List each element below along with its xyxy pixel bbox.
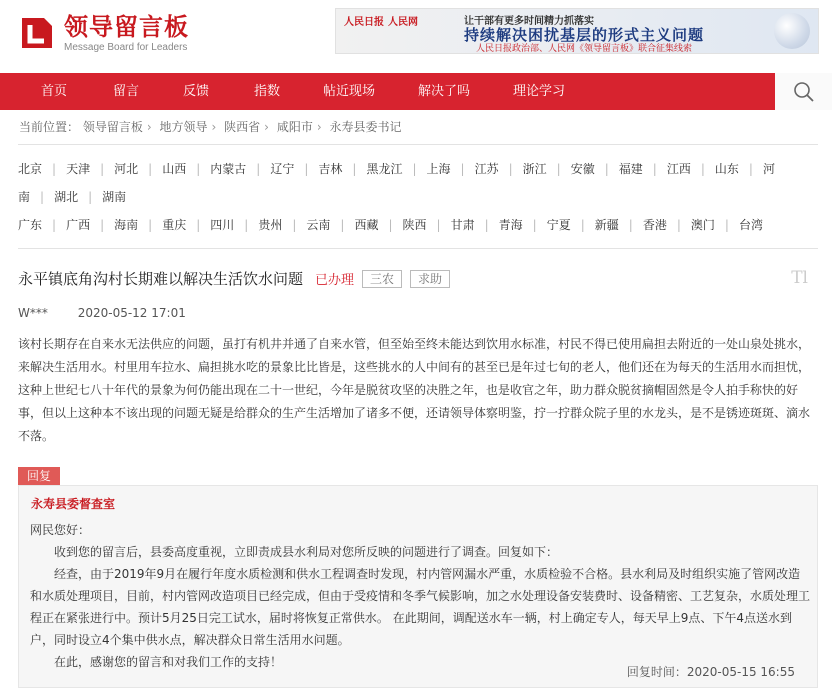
province-separator: | xyxy=(52,218,57,232)
province-separator: | xyxy=(256,162,261,176)
province-list xyxy=(18,155,818,239)
province-link[interactable]: 浙江 xyxy=(522,162,547,176)
province-separator: | xyxy=(556,162,561,176)
logo-subtitle: Message Board for Leaders xyxy=(64,42,188,53)
province-link[interactable]: 山东 xyxy=(714,162,739,176)
province-separator: | xyxy=(148,218,153,232)
reply-time-label: 回复时间： xyxy=(626,665,687,679)
banner-line3: 人民日报政治部、人民网《领导留言板》联合征集线索 xyxy=(476,44,693,54)
banner-logo-right: 人民网 xyxy=(388,17,418,28)
reply-paragraph: 在此，感谢您的留言和对我们工作的支持！ xyxy=(54,655,283,669)
province-link[interactable]: 山西 xyxy=(162,162,187,176)
banner-decoration xyxy=(774,13,810,49)
breadcrumb-item[interactable]: 永寿县委书记 xyxy=(329,120,402,134)
province-separator: | xyxy=(100,162,105,176)
province-row xyxy=(18,211,818,239)
province-link[interactable]: 广东 xyxy=(18,218,43,232)
nav-item-home[interactable]: 首页 xyxy=(41,84,68,99)
logo-mark-icon xyxy=(18,14,56,52)
province-separator: | xyxy=(580,218,585,232)
banner-line1: 让干部有更多时间精力抓落实 xyxy=(464,16,594,27)
province-link[interactable]: 江苏 xyxy=(474,162,499,176)
province-separator: | xyxy=(88,190,93,204)
province-link[interactable]: 吉林 xyxy=(318,162,343,176)
province-link[interactable]: 广西 xyxy=(66,218,91,232)
breadcrumb-prefix: 当前位置： xyxy=(19,120,80,134)
province-separator: | xyxy=(748,162,753,176)
message-meta xyxy=(18,306,186,320)
nav-item-message[interactable]: 留言 xyxy=(113,84,140,99)
province-link[interactable]: 天津 xyxy=(66,162,91,176)
breadcrumb-item[interactable]: 咸阳市 xyxy=(276,120,313,134)
province-separator: | xyxy=(340,218,345,232)
province-link[interactable]: 黑龙江 xyxy=(366,162,403,176)
province-separator: | xyxy=(292,218,297,232)
nav-item-theory[interactable]: 理论学习 xyxy=(513,84,566,99)
header xyxy=(0,0,832,72)
province-link[interactable]: 南 xyxy=(18,190,31,204)
divider xyxy=(18,248,818,249)
nav-item-solved[interactable]: 解决了吗 xyxy=(418,84,471,99)
reply-paragraph: 经查，由于2019年9月在履行年度水质检测和供水工程调查时发现，村内管网漏水严重，水质检验不合格。县水利局及时组织实施了管网改造和水质处理项目，目前，村内管网改造项目已经完成，但由于受疫情和冬季气候影响，加之水处理设备安装费时、设备精密、工艺复杂，水质处理工程正在紧张进行中。预计5月25日完工试水，届时将恢复正常供水。 在此期间，调配送水车一辆，村上确定专人，每天早上9点、下午4点送水到户，同时设立4个集中供水点，解决群众日常生活用水问题。 xyxy=(30,567,811,647)
province-link[interactable]: 新疆 xyxy=(594,218,619,232)
province-link[interactable]: 内蒙古 xyxy=(210,162,247,176)
province-link[interactable]: 上海 xyxy=(426,162,451,176)
font-size-toggle[interactable]: Tl xyxy=(791,268,808,288)
province-link[interactable]: 四川 xyxy=(210,218,235,232)
province-link[interactable]: 宁夏 xyxy=(546,218,571,232)
province-link[interactable]: 海南 xyxy=(114,218,139,232)
province-link[interactable]: 湖南 xyxy=(102,190,127,204)
tag-sannong[interactable]: 三农 xyxy=(362,270,402,288)
province-separator: | xyxy=(508,162,513,176)
breadcrumb: 当前位置： 领导留言板 › 地方领导 › 陕西省 › 咸阳市 › 永寿县委书记 xyxy=(19,120,402,134)
province-row xyxy=(18,183,818,211)
reply-department: 永寿县委督查室 xyxy=(31,497,116,511)
province-separator: | xyxy=(604,162,609,176)
reply-paragraph: 收到您的留言后，县委高度重视，立即责成县水利局对您所反映的问题进行了调查。回复如下： xyxy=(54,545,559,559)
province-link[interactable]: 湖北 xyxy=(54,190,79,204)
reply-box xyxy=(18,485,818,688)
province-separator: | xyxy=(652,162,657,176)
province-link[interactable]: 台湾 xyxy=(738,218,763,232)
province-link[interactable]: 青海 xyxy=(498,218,523,232)
message-header xyxy=(18,268,450,289)
province-separator: | xyxy=(148,162,153,176)
province-link[interactable]: 安徽 xyxy=(570,162,595,176)
province-separator: | xyxy=(412,162,417,176)
site-logo[interactable] xyxy=(18,14,189,53)
main-nav xyxy=(0,73,832,110)
reply-tag: 回复 xyxy=(18,467,60,485)
province-separator: | xyxy=(352,162,357,176)
reply-greeting: 网民您好： xyxy=(30,523,91,537)
province-separator: | xyxy=(388,218,393,232)
province-separator: | xyxy=(460,162,465,176)
province-link[interactable]: 江西 xyxy=(666,162,691,176)
reply-time xyxy=(627,663,795,680)
province-link[interactable]: 西藏 xyxy=(354,218,379,232)
province-separator: | xyxy=(40,190,45,204)
province-link[interactable]: 贵州 xyxy=(258,218,283,232)
nav-item-scene[interactable]: 帖近现场 xyxy=(323,84,376,99)
banner-line2: 持续解决困扰基层的形式主义问题 xyxy=(464,26,705,44)
message-author: W*** xyxy=(18,306,48,320)
province-separator: | xyxy=(52,162,57,176)
province-separator: | xyxy=(676,218,681,232)
breadcrumb-item[interactable]: 陕西省 xyxy=(224,120,261,134)
province-separator: | xyxy=(628,218,633,232)
message-title: 永平镇底角沟村长期难以解决生活饮水问题 xyxy=(18,270,304,288)
province-separator: | xyxy=(100,218,105,232)
search-icon xyxy=(793,81,815,103)
tag-help[interactable]: 求助 xyxy=(410,270,450,288)
message-body: 该村长期存在自来水无法供应的问题，虽打有机井并通了自来水管，但至始至终未能达到饮用水标准，村民不得已使用扁担去附近的一处山泉处挑水，来解决生活用水。村里用车拉水、扁担挑水吃的景象比比皆是，这些挑水的人中间有的甚至已是年过七旬的老人，他们还在为每天的生活用水而担忧，这种上世纪七八十年代的景象为何仍能出现在二十一世纪，今年是脱贫攻坚的决胜之年，也是收官之年，助力群众脱贫摘帽固然是令人拍手称快的好事，但以上这种本不该出现的问题无疑是给群众的生产生活增加了诸多不便，还请领导体察明鉴，拧一拧群众院子里的水龙头，是不是锈迹斑斑、滴水不落。 xyxy=(18,337,811,443)
divider xyxy=(18,144,818,145)
logo-title: 领导留言板 xyxy=(64,13,189,41)
reply-text xyxy=(30,519,810,673)
province-link[interactable]: 云南 xyxy=(306,218,331,232)
province-separator: | xyxy=(436,218,441,232)
banner-logo-left: 人民日报 xyxy=(344,17,384,28)
nav-item-feedback[interactable]: 反馈 xyxy=(183,84,210,99)
province-separator: | xyxy=(304,162,309,176)
province-link[interactable]: 辽宁 xyxy=(270,162,295,176)
province-separator: | xyxy=(724,218,729,232)
breadcrumb-item[interactable]: 地方领导 xyxy=(159,120,208,134)
status-badge: 已办理 xyxy=(315,273,355,288)
province-link[interactable]: 香港 xyxy=(642,218,667,232)
province-link[interactable]: 陕西 xyxy=(402,218,427,232)
province-separator: | xyxy=(700,162,705,176)
province-separator: | xyxy=(244,218,249,232)
province-link[interactable]: 澳门 xyxy=(690,218,715,232)
message-date: 2020-05-12 17:01 xyxy=(77,306,186,320)
province-separator: | xyxy=(484,218,489,232)
province-link[interactable]: 甘肃 xyxy=(450,218,475,232)
province-separator: | xyxy=(532,218,537,232)
province-row xyxy=(18,155,818,183)
province-link[interactable]: 河北 xyxy=(114,162,139,176)
nav-item-index[interactable]: 指数 xyxy=(254,84,281,99)
province-link[interactable]: 北京 xyxy=(18,162,43,176)
province-link[interactable]: 河 xyxy=(762,162,775,176)
province-separator: | xyxy=(196,218,201,232)
search-button[interactable] xyxy=(775,73,832,110)
province-link[interactable]: 重庆 xyxy=(162,218,187,232)
province-link[interactable]: 福建 xyxy=(618,162,643,176)
promo-banner[interactable] xyxy=(335,8,819,54)
reply-time-value: 2020-05-15 16:55 xyxy=(686,665,795,679)
province-separator: | xyxy=(196,162,201,176)
breadcrumb-item[interactable]: 领导留言板 xyxy=(82,120,143,134)
